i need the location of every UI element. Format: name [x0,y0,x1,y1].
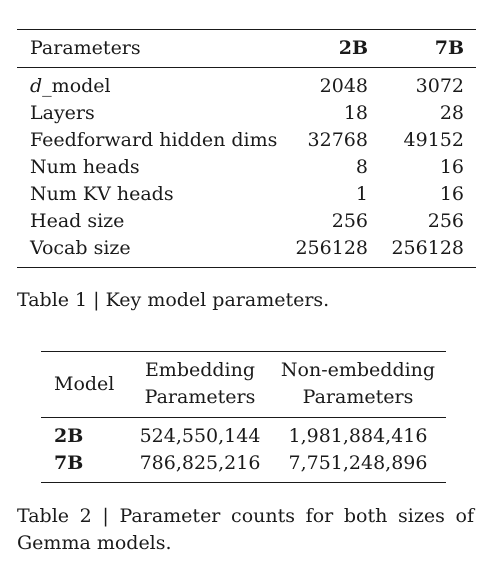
row-value-7b: 3072 [415,75,464,97]
row-value-2b: 32768 [307,129,368,151]
table-2-bottom-rule [41,482,446,483]
row-value-7b: 16 [439,183,464,205]
row-label: _model [42,75,111,97]
row-value-2b: 256128 [295,237,368,259]
row-value-7b: 16 [439,156,464,178]
table-1-header-rule [17,67,476,68]
row-value-2b: 8 [355,156,368,178]
row-non-embedding-params: 7,751,248,896 [288,452,428,474]
row-value-2b: 256 [331,210,368,232]
row-label: Num heads [30,156,140,178]
row-label-italic: d [30,75,43,97]
table-2-header-embedding: Embedding [144,359,256,381]
row-value-2b: 2048 [319,75,368,97]
table-2-header-embedding-parameters: Parameters [144,386,256,408]
table-1-bottom-rule [17,267,476,268]
row-embedding-params: 524,550,144 [139,425,261,447]
table-2-header-rule [41,417,446,418]
row-value-7b: 28 [439,102,464,124]
row-model: 7B [54,452,84,474]
row-embedding-params: 786,825,216 [139,452,261,474]
table-2-header-model: Model [54,373,115,395]
row-label: Vocab size [30,237,131,259]
table-2-header-non-embedding-parameters: Parameters [302,386,414,408]
row-value-2b: 1 [355,183,368,205]
row-model: 2B [54,425,84,447]
row-label: Head size [30,210,125,232]
table-1-top-rule [17,29,476,30]
table-2-caption: Table 2 | Parameter counts for both sizes of Gemma models. [17,505,474,554]
row-label: Num KV heads [30,183,174,205]
table-1-caption: Table 1 | Key model parameters. [17,289,330,311]
row-value-7b: 49152 [403,129,464,151]
table-1-header-parameters: Parameters [30,37,141,59]
row-label: Feedforward hidden dims [30,129,278,151]
row-label: Layers [30,102,95,124]
table-row [30,75,111,97]
table-2-top-rule [41,351,446,352]
table-1-header-7b: 7B [434,37,464,59]
row-non-embedding-params: 1,981,884,416 [288,425,428,447]
row-value-7b: 256 [427,210,464,232]
row-value-7b: 256128 [391,237,464,259]
table-1-header-2b: 2B [338,37,368,59]
row-value-2b: 18 [343,102,368,124]
table-2-header-non-embedding: Non-embedding [280,359,436,381]
